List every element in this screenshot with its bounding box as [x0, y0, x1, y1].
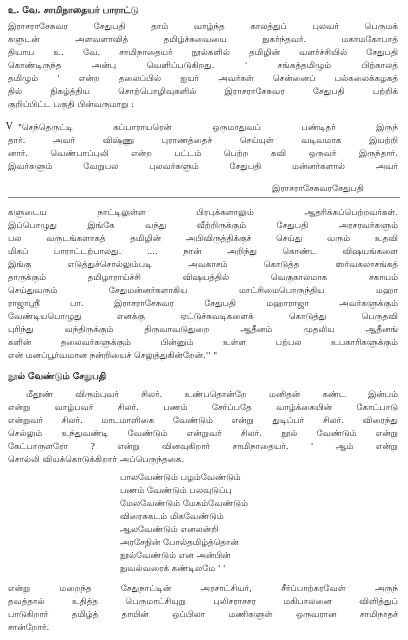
text-line: தாருக்கும் தமிழாராய்ச்சி விஷயத்தில் வெகுகாலமாக சகாயம்: [8, 273, 398, 283]
text-line: என்று வாழ்பவர் சிலர். பணம் சேர்ப்பதே வாழ்க்கையின் கோட்பாடு: [8, 403, 398, 413]
text-line: மீதூண் விரும்புவர் சிலர். உண்பதொன்றே மனிதன் கண்ட இன்பம்: [26, 390, 398, 400]
text-line: புரிந்து வந்திருக்கும் திருவாவடுதுறை ஆதீனம் முதலிய ஆதீனங்: [8, 325, 398, 335]
text-line: "செந்தெருட்டி கப்பாராயரென் ஒருமாதுவப் பண்டிதர் இருந்: [18, 123, 398, 133]
text-line: வேண்டியபொழுது எனக்கு ஏட்டுச்சுவடிகளைக் கொடுத்து பெருதவி: [8, 312, 398, 322]
text-line: இவர்களும் வேறுபல புலவர்களும் சேதுபதி மன்னர்களால் அவர்: [8, 162, 398, 172]
poem-line: மேலவேண்டும் மேகம்வேண்டும்: [120, 499, 249, 509]
poem-line: நூல்வேண்டும் என அன்பின்: [120, 551, 231, 561]
text-line: இங்கு எடுத்துச்சொல்லும்படி அவகாசம் கொடுத்த ஸர்வகலாசங்கத்: [8, 260, 398, 270]
poem-line: அரசேநின் போல்தமிழ்த்தொன்: [120, 538, 239, 548]
text-line: தில் நிகழ்த்திய சொற்பொழிவுகளில் இராசராசேசுவர சேதுபதி பற்றிக்: [8, 87, 398, 97]
text-line: தவத்தால் உதித்த பெருமாட்சியுறு புலிசராசசர மகிபாலனை விளித்துப்: [8, 597, 398, 607]
section-heading: நூல் வேண்டும் சேதுபதி: [8, 372, 107, 382]
text-line: என் மனப்பூர்வமான நன்றியைச் செலுத்துகின்றேன்.'' ": [8, 351, 218, 361]
text-line: தமிழும் ' என்ற தலைப்பில் ஐயர் அவர்கள் சென்னைப் பல்கலைக்கழகத்: [8, 74, 398, 84]
text-line: செல்லும் உந்துவண்டி வேண்டும் என்றுவர் சிலர். நூல் வேண்டும் என்று: [8, 429, 398, 439]
text-line: இராசராசேசுவர சேதுபதி தாம் வாழ்ந்த காலத்துப் புலவர் பெருமக்: [8, 22, 398, 32]
text-line: சான்றோர்.: [8, 623, 50, 633]
poem-line: பணம் வேண்டும் பலவுடுப்பு: [120, 486, 232, 496]
page-signature: இராசராசேசுவரசேதுபதி: [272, 184, 364, 194]
text-line: இப்பொழுது இங்கே வந்து வீற்றிருக்கும் சேதுபதி அரசரவர்களும்: [8, 221, 398, 231]
text-line: செய்துவரும் சேதுமன்னர்களாகிய மாட்சிமைபொருந்திய மஹா: [8, 286, 398, 296]
text-line: களுடன் அளவளாவித் தமிழ்ச்சுவையை நுகர்ந்தவர். மகாமகோபாத்: [8, 35, 398, 45]
text-line: களுடைய நாட்டிலுள்ள பிரபுக்களாலும் ஆதரிக்கப்பெற்றவர்கள்.: [8, 208, 398, 218]
text-line: ராஜாஸ்ரீ பா. இராசராசேசுவர சேதுபதி மஹாராஜா அவர்களுக்கும்: [8, 299, 398, 309]
text-line: தார். அவர் விஷ்ணு புராணத்தைச் செய்யுள் வடிவமாக இயற்றி: [8, 136, 398, 146]
page-header: உ. வே. சாமிநாதையர் பாராட்டு: [8, 6, 139, 16]
text-line: குறிப்பிட்ட பகுதி பின்வருமாறு :: [8, 100, 134, 110]
poem-line: நுவல்வரைக் கண்டிலமே ' ': [120, 564, 226, 574]
poem-line: ஆலவேண்டும் எனலன்றி: [120, 525, 219, 535]
margin-mark: V: [6, 122, 13, 132]
text-line: மிகப் பாராட்டற்பாலது. .... நான் அறிந்து கொண்ட விஷயங்களை: [8, 247, 398, 257]
text-line: சொல்லி வியக்கொடுக்கிறார் அப்பெருந்தகை.: [8, 455, 185, 465]
page-divider: [8, 197, 400, 198]
text-line: கேட்பாருளரோ ? என்று வினவுகிறார் சாமிநாதையர். ' ஆம் என்று: [8, 442, 398, 452]
text-line: தியாய உ. வே. சாமிநாதையர் நூல்களில் தமிழின் வளர்ச்சியில் சேதுபதி: [8, 48, 398, 58]
poem-line: பாலவேண்டும் பழம்வேண்டும்: [120, 473, 241, 483]
text-line: கொண்டிருந்த அன்பு வெளிப்படுகிறது. ' சங்கத்தமிழும் பிற்காலத்: [8, 61, 398, 71]
text-line: என்று மறைந்த சேதுநாட்டின் அரசாட்சியர், சீர்ப்பாற்கரவேள் அருந்: [8, 584, 398, 594]
text-line: என்றுவர் சிலர். மாடமாளிகை வேண்டும் என்று துடிப்பர் சிலர். விரைந்து: [8, 416, 398, 426]
text-line: னார். வெண்பாப்புலி என்ற பட்டம் பெற்ற கவி ஒருவர் இருந்தார்.: [8, 149, 398, 159]
text-line: களின் தலைவர்களுக்கும் பின்னும் உள்ள பற்பல உபகாரிகளுக்கும்: [8, 338, 398, 348]
text-line: பாடுகிறார் தமிழ்த் தாயின் ஒப்பிலா மணிகளுள் ஒருவரான சாமிநாதச்: [8, 610, 398, 620]
text-line: பல வருடங்களாகத் தமிழின் அபிவிருத்திக்குச் செய்து வரும் உதவி: [8, 234, 398, 244]
poem-line: விரைசுகடம் மிகவேண்டும்: [120, 512, 224, 522]
